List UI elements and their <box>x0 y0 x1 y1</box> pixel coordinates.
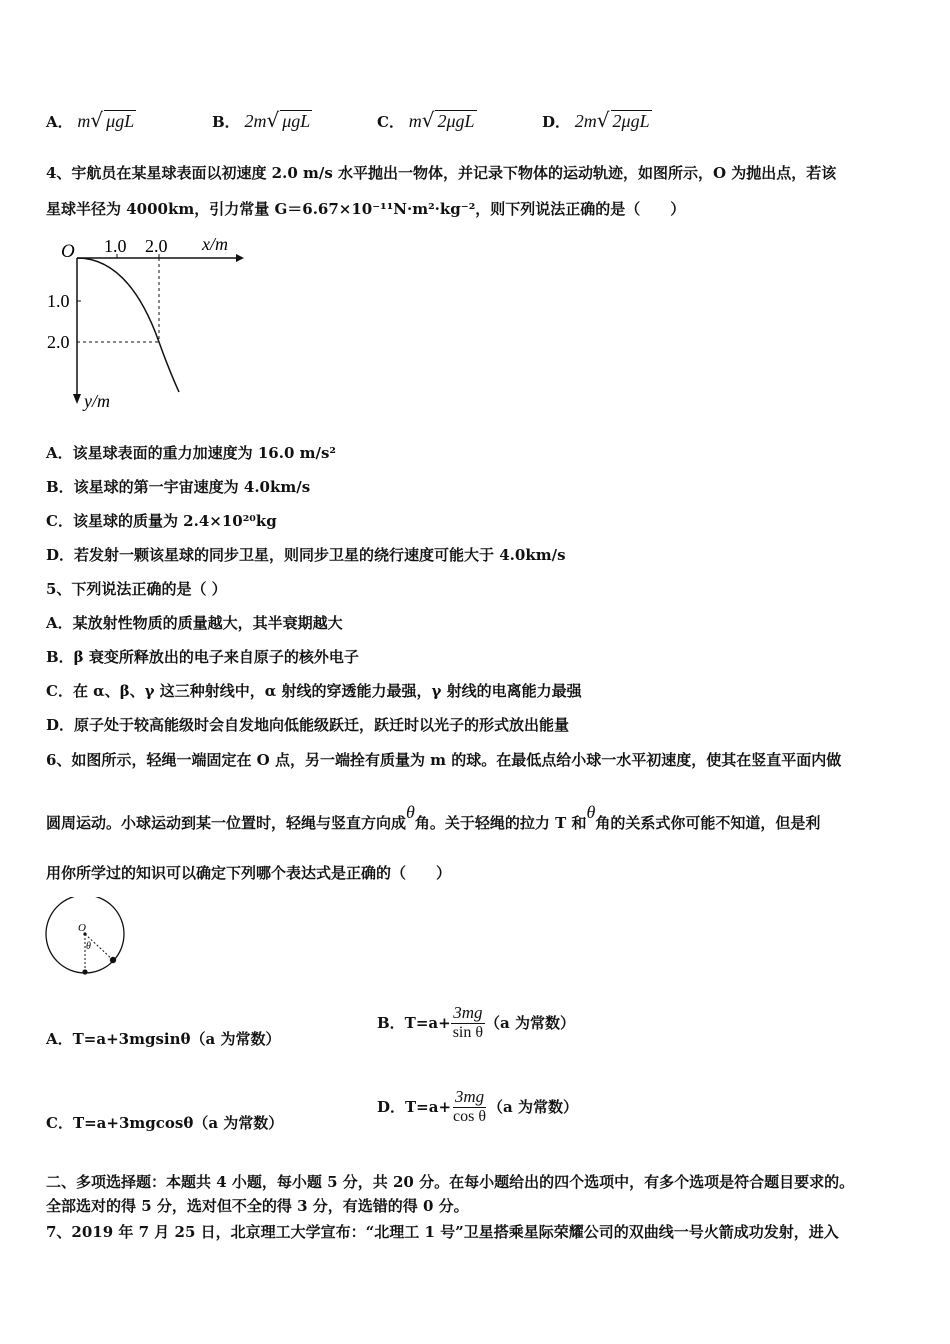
prev-option-d-expr-rad: 2μgL <box>612 111 650 131</box>
q6-line2-part-a: 圆周运动。小球运动到某一位置时，轻绳与竖直方向成 <box>46 814 407 832</box>
q6-line2 <box>46 802 821 833</box>
q6-line2-part-b: 角。关于轻绳的拉力 T 和 <box>414 814 587 832</box>
q6-option-d-numerator: 3mg <box>454 1087 485 1106</box>
q4-option-b: B．该星球的第一宇宙速度为 4.0km/s <box>46 478 311 496</box>
q6-option-b-fraction <box>451 1003 485 1042</box>
theta-symbol: θ <box>406 802 415 822</box>
x-axis-arrow-icon <box>236 254 244 262</box>
radical-icon: √ <box>266 108 280 132</box>
angle-label: θ <box>86 941 91 952</box>
prev-option-b-expr-pre: 2m <box>244 111 267 131</box>
prev-option-a-expr-rad: μgL <box>106 111 135 131</box>
y-axis-arrow-icon <box>73 394 81 404</box>
q4-option-d: D．若发射一颗该星球的同步卫星，则同步卫星的绕行速度可能大于 4.0km/s <box>46 546 566 564</box>
q6-option-d-fraction <box>451 1087 488 1126</box>
q4-option-a: A．该星球表面的重力加速度为 16.0 m/s² <box>46 444 336 462</box>
prev-option-c-expr-pre: m <box>408 111 422 131</box>
radical-icon: √ <box>90 108 104 132</box>
q6-line2-part-c: 角的关系式你可能不知道，但是利 <box>595 814 821 832</box>
radical-icon: √ <box>421 108 435 132</box>
prev-option-d-expr-pre: 2m <box>574 111 597 131</box>
q6-option-d-denominator: cos θ <box>453 1108 487 1125</box>
q6-option-a: A．T=a+3mgsinθ（a 为常数） <box>46 1030 281 1048</box>
prev-option-b-label: B． <box>212 113 240 131</box>
q6-option-d <box>377 1087 578 1126</box>
q4-trajectory-figure <box>44 232 254 417</box>
prev-option-a-label: A． <box>46 113 73 131</box>
q6-option-b-numerator: 3mg <box>453 1003 483 1022</box>
q6-option-d-prefix: D．T=a+ <box>377 1098 452 1116</box>
q4-option-c: C．该星球的质量为 2.4×10²⁰kg <box>46 512 277 530</box>
ball-bottom <box>82 969 87 974</box>
q6-line3: 用你所学过的知识可以确定下列哪个表达式是正确的（ ） <box>46 864 452 882</box>
prev-option-a <box>46 108 136 132</box>
x-tick-label-1: 1.0 <box>104 236 127 256</box>
q5-stem: 5、下列说法正确的是（ ） <box>46 580 227 598</box>
q4-line1: 4、宇航员在某星球表面以初速度 2.0 m/s 水平抛出一物体，并记录下物体的运动轨迹，如图所示，O 为抛出点，若该 <box>46 164 837 182</box>
q6-pendulum-figure <box>42 897 132 977</box>
q5-option-d: D．原子处于较高能级时会自发地向低能级跃迁，跃迁时以光子的形式放出能量 <box>46 716 570 734</box>
prev-option-b <box>212 108 312 132</box>
prev-option-d <box>542 108 652 132</box>
q5-option-c: C．在 α、β、γ 这三种射线中，α 射线的穿透能力最强，γ 射线的电离能力最强 <box>46 682 582 700</box>
theta-symbol: θ <box>586 802 596 822</box>
prev-option-c-label: C． <box>377 113 404 131</box>
prev-option-d-label: D． <box>542 113 571 131</box>
q7-line1: 7、2019 年 7 月 25 日，北京理工大学宣布：“北理工 1 号”卫星搭乘星际荣耀公司的双曲线一号火箭成功发射，进入 <box>46 1223 839 1241</box>
radical-icon: √ <box>596 108 610 132</box>
q6-option-c: C．T=a+3mgcosθ（a 为常数） <box>46 1114 284 1132</box>
trajectory-curve <box>77 258 179 392</box>
prev-option-c-expr-rad: 2μgL <box>437 111 475 131</box>
x-axis-label: x/m <box>202 234 228 254</box>
q6-line1: 6、如图所示，轻绳一端固定在 O 点，另一端拴有质量为 m 的球。在最低点给小球一水平初速度，使其在竖直平面内做 <box>46 751 842 769</box>
prev-option-b-expr-rad: μgL <box>282 111 311 131</box>
x-tick-label-2: 2.0 <box>145 236 168 256</box>
pivot-label: O <box>78 922 86 934</box>
prev-option-c <box>377 108 477 132</box>
prev-option-a-expr-pre: m <box>77 111 91 131</box>
q6-option-b <box>377 1003 575 1042</box>
q5-option-a: A．某放射性物质的质量越大，其半衰期越大 <box>46 614 343 632</box>
q6-option-b-suffix: （a 为常数） <box>485 1014 575 1032</box>
y-tick-label-2: 2.0 <box>47 332 70 352</box>
origin-label: O <box>61 241 75 262</box>
q4-line2: 星球半径为 4000km，引力常量 G＝6.67×10⁻¹¹N·m²·kg⁻²，则下列说法正确的是（ ） <box>46 200 686 218</box>
q6-option-b-denominator: sin θ <box>452 1024 484 1041</box>
q6-option-d-suffix: （a 为常数） <box>488 1098 578 1116</box>
section2-line1: 二、多项选择题：本题共 4 小题，每小题 5 分，共 20 分。在每小题给出的四个选项中，有多个选项是符合题目要求的。 <box>46 1173 855 1191</box>
q6-option-b-prefix: B．T=a+ <box>377 1014 451 1032</box>
q5-option-b: B．β 衰变所释放出的电子来自原子的核外电子 <box>46 648 359 666</box>
ball <box>110 957 116 963</box>
y-axis-label: y/m <box>84 391 110 411</box>
y-tick-label-1: 1.0 <box>47 291 70 311</box>
section2-line2: 全部选对的得 5 分，选对但不全的得 3 分，有选错的得 0 分。 <box>46 1197 469 1215</box>
